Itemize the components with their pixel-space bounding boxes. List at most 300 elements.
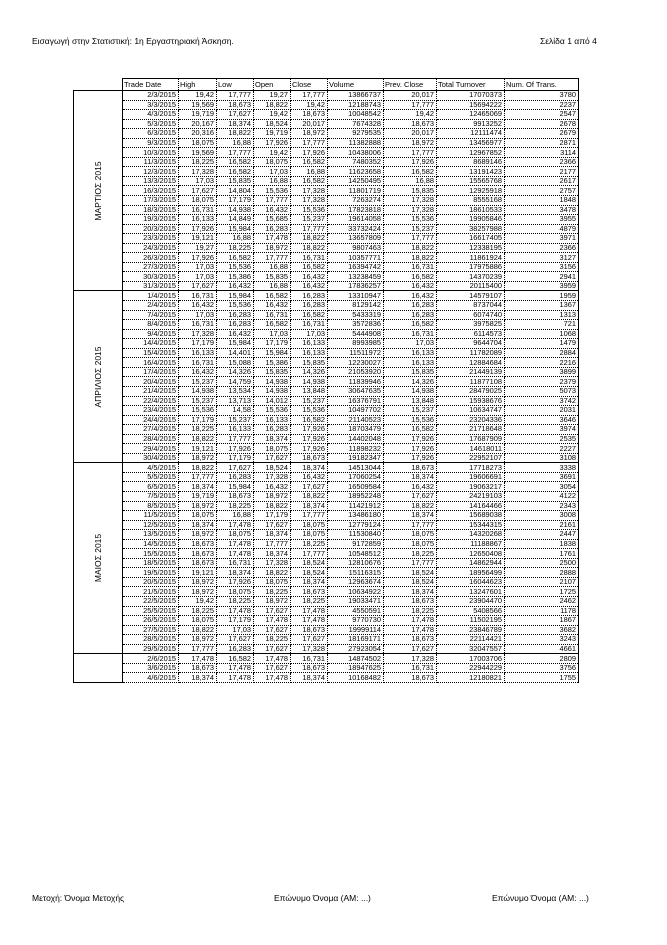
- table-cell: 17,926: [291, 444, 328, 454]
- table-row: [74, 425, 579, 435]
- table-row: [74, 339, 579, 349]
- table-cell: 18,075: [217, 530, 254, 540]
- table-cell: 30/3/2015: [123, 272, 179, 282]
- table-cell: 12230027: [328, 358, 384, 368]
- table-cell: 13238459: [328, 272, 384, 282]
- table-row: [74, 434, 579, 444]
- table-cell: 21140523: [328, 415, 384, 425]
- table-cell: 11511972: [328, 348, 384, 358]
- table-cell: 12180821: [437, 673, 505, 683]
- table-cell: 18/5/2015: [123, 558, 179, 568]
- table-row: [74, 281, 579, 291]
- table-cell: 3008: [505, 511, 579, 521]
- table-cell: 15,536: [254, 406, 291, 416]
- table-cell: 18,673: [384, 596, 437, 606]
- footer-stock-name: Μετοχή: Όνομα Μετοχής: [32, 893, 125, 903]
- table-cell: 1959: [505, 291, 579, 301]
- table-cell: 23204336: [437, 415, 505, 425]
- table-cell: 17,03: [217, 625, 254, 635]
- table-cell: 15,835: [291, 358, 328, 368]
- table-cell: 17,627: [217, 110, 254, 120]
- table-cell: 16509584: [328, 482, 384, 492]
- table-cell: 18,822: [179, 463, 217, 473]
- column-header: Low: [217, 79, 254, 91]
- table-cell: 14618011: [437, 444, 505, 454]
- table-cell: 18,374: [179, 673, 217, 683]
- table-cell: 16,283: [384, 301, 437, 311]
- table-cell: 18,673: [291, 110, 328, 120]
- table-cell: 21449139: [437, 367, 505, 377]
- table-cell: 17,777: [384, 234, 437, 244]
- table-cell: 18,075: [254, 444, 291, 454]
- table-cell: 18,673: [291, 453, 328, 463]
- table-cell: 12884684: [437, 358, 505, 368]
- table-cell: 10438006: [328, 148, 384, 158]
- table-cell: 2617: [505, 176, 579, 186]
- table-cell: 18,524: [384, 577, 437, 587]
- table-cell: 9644704: [437, 339, 505, 349]
- table-cell: 18,524: [254, 119, 291, 129]
- table-cell: 16,582: [291, 310, 328, 320]
- month-label-cell: [74, 91, 123, 291]
- table-cell: 16,731: [384, 262, 437, 272]
- table-cell: 17823818: [328, 205, 384, 215]
- table-cell: 18,225: [291, 539, 328, 549]
- table-cell: 4661: [505, 644, 579, 654]
- table-cell: 8129142: [328, 301, 384, 311]
- table-cell: 16,582: [384, 425, 437, 435]
- table-cell: 2/6/2015: [123, 654, 179, 664]
- table-cell: 18,673: [384, 635, 437, 645]
- table-cell: 9807463: [328, 243, 384, 253]
- table-cell: 18,075: [291, 530, 328, 540]
- column-header: Open: [254, 79, 291, 91]
- table-cell: 17,478: [217, 606, 254, 616]
- table-cell: 10357771: [328, 253, 384, 263]
- table-cell: 17,627: [254, 606, 291, 616]
- table-cell: 18,225: [217, 243, 254, 253]
- table-cell: 12/3/2015: [123, 167, 179, 177]
- table-cell: 14,938: [254, 377, 291, 387]
- table-row: [74, 596, 579, 606]
- table-cell: 13456977: [437, 138, 505, 148]
- table-cell: 16,432: [291, 281, 328, 291]
- table-cell: 14862944: [437, 558, 505, 568]
- table-row: [74, 463, 579, 473]
- table-cell: 17,627: [179, 281, 217, 291]
- table-cell: 17,328: [291, 644, 328, 654]
- table-cell: 3959: [505, 281, 579, 291]
- table-cell: 17003706: [437, 654, 505, 664]
- month-label-cell: [74, 463, 123, 654]
- table-cell: 14/5/2015: [123, 539, 179, 549]
- table-cell: 1838: [505, 539, 579, 549]
- table-cell: 18,075: [179, 616, 217, 626]
- table-cell: 12650408: [437, 549, 505, 559]
- table-cell: 17,926: [384, 453, 437, 463]
- table-cell: 18,972: [384, 138, 437, 148]
- table-cell: 17,03: [254, 167, 291, 177]
- table-cell: 16,88: [217, 234, 254, 244]
- table-cell: 2888: [505, 568, 579, 578]
- table-cell: 17/3/2015: [123, 196, 179, 206]
- table-cell: 17,777: [291, 138, 328, 148]
- table-cell: 18,972: [291, 129, 328, 139]
- table-cell: 17,328: [291, 186, 328, 196]
- table-cell: 18,822: [254, 501, 291, 511]
- table-cell: 18,225: [254, 635, 291, 645]
- table-cell: 18169171: [328, 635, 384, 645]
- table-cell: 28/5/2015: [123, 635, 179, 645]
- table-cell: 15,835: [217, 176, 254, 186]
- table-cell: 18,075: [254, 577, 291, 587]
- footer-student-2: Επώνυμο Όνομα (ΑΜ: ...): [492, 893, 589, 903]
- table-cell: 3899: [505, 367, 579, 377]
- table-cell: 16044623: [437, 577, 505, 587]
- table-cell: 14,326: [217, 367, 254, 377]
- table-cell: 8/4/2015: [123, 320, 179, 330]
- table-cell: 16,582: [217, 654, 254, 664]
- table-cell: 18,673: [291, 587, 328, 597]
- table-cell: 14/4/2015: [123, 339, 179, 349]
- table-cell: 16394742: [328, 262, 384, 272]
- table-cell: 2/4/2015: [123, 301, 179, 311]
- table-cell: 6/3/2015: [123, 129, 179, 139]
- table-cell: 7480352: [328, 157, 384, 167]
- table-row: [74, 377, 579, 387]
- table-row: [74, 196, 579, 206]
- table-cell: 3156: [505, 262, 579, 272]
- table-cell: 18,374: [291, 577, 328, 587]
- table-row: [74, 358, 579, 368]
- table-cell: 18,822: [384, 243, 437, 253]
- table-cell: 13,848: [291, 386, 328, 396]
- table-cell: 18,075: [254, 157, 291, 167]
- table-cell: 16,283: [217, 310, 254, 320]
- table-cell: 22944229: [437, 663, 505, 673]
- table-cell: 18,673: [179, 539, 217, 549]
- table-cell: 13191423: [437, 167, 505, 177]
- table-cell: 17,777: [384, 520, 437, 530]
- table-cell: 18,673: [384, 119, 437, 129]
- table-row: [74, 167, 579, 177]
- table-cell: 14164466: [437, 501, 505, 511]
- table-row: [74, 119, 579, 129]
- table-cell: 17,926: [217, 577, 254, 587]
- table-cell: 18,673: [179, 663, 217, 673]
- table-cell: 16/4/2015: [123, 358, 179, 368]
- table-row: [74, 129, 579, 139]
- table-cell: 16,432: [254, 301, 291, 311]
- table-row: [74, 539, 579, 549]
- table-cell: 3955: [505, 215, 579, 225]
- table-cell: 17,478: [217, 549, 254, 559]
- table-cell: 16,432: [179, 367, 217, 377]
- table-cell: 12963674: [328, 577, 384, 587]
- table-cell: 18703479: [328, 425, 384, 435]
- table-cell: 26/3/2015: [123, 253, 179, 263]
- table-cell: 18,673: [217, 491, 254, 501]
- table-cell: 2216: [505, 358, 579, 368]
- table-cell: 20/5/2015: [123, 577, 179, 587]
- table-cell: 15,536: [384, 215, 437, 225]
- table-cell: 9913252: [437, 119, 505, 129]
- table-cell: 11502195: [437, 616, 505, 626]
- table-row: [74, 577, 579, 587]
- table-cell: 3975825: [437, 320, 505, 330]
- table-cell: 3127: [505, 253, 579, 263]
- table-row: [74, 110, 579, 120]
- table-cell: 16,582: [384, 167, 437, 177]
- table-cell: 14,759: [217, 377, 254, 387]
- table-row: [74, 157, 579, 167]
- table-cell: 16,582: [217, 157, 254, 167]
- table-cell: 27/4/2015: [123, 425, 179, 435]
- table-cell: 2447: [505, 530, 579, 540]
- table-row: [74, 224, 579, 234]
- table-cell: 8993985: [328, 339, 384, 349]
- table-cell: 15,386: [254, 358, 291, 368]
- table-cell: 29/5/2015: [123, 644, 179, 654]
- table-cell: 18,374: [217, 119, 254, 129]
- table-row: [74, 215, 579, 225]
- table-cell: 30/4/2015: [123, 453, 179, 463]
- table-cell: 12465069: [437, 110, 505, 120]
- table-cell: 16,432: [179, 301, 217, 311]
- table-cell: 11421912: [328, 501, 384, 511]
- table-cell: 1313: [505, 310, 579, 320]
- table-cell: 20,316: [179, 129, 217, 139]
- table-row: [74, 549, 579, 559]
- table-row: [74, 100, 579, 110]
- table-cell: 17,478: [384, 625, 437, 635]
- table-cell: 7/4/2015: [123, 310, 179, 320]
- table-cell: 14,804: [217, 186, 254, 196]
- table-cell: 22/4/2015: [123, 396, 179, 406]
- table-cell: 18,524: [291, 568, 328, 578]
- table-cell: 11782089: [437, 348, 505, 358]
- table-cell: 15,237: [384, 224, 437, 234]
- table-cell: 17,777: [254, 253, 291, 263]
- table-cell: 8737044: [437, 301, 505, 311]
- table-cell: 17,03: [179, 262, 217, 272]
- table-cell: 18,673: [384, 463, 437, 473]
- table-cell: 12/5/2015: [123, 520, 179, 530]
- table-cell: 15,984: [254, 348, 291, 358]
- table-cell: 18/3/2015: [123, 205, 179, 215]
- table-cell: 16,133: [291, 339, 328, 349]
- table-cell: 9/4/2015: [123, 329, 179, 339]
- table-cell: 18,673: [291, 625, 328, 635]
- table-cell: 16,133: [384, 348, 437, 358]
- table-cell: 3974: [505, 425, 579, 435]
- table-cell: 18,374: [254, 549, 291, 559]
- table-cell: 2871: [505, 138, 579, 148]
- table-cell: 23904470: [437, 596, 505, 606]
- table-cell: 1479: [505, 339, 579, 349]
- table-cell: 18,225: [217, 501, 254, 511]
- table-cell: 14402048: [328, 434, 384, 444]
- table-cell: 8689146: [437, 157, 505, 167]
- table-cell: 17,926: [179, 253, 217, 263]
- table-cell: 2884: [505, 348, 579, 358]
- table-row: [74, 568, 579, 578]
- table-cell: 17,328: [291, 196, 328, 206]
- table-cell: 7/5/2015: [123, 491, 179, 501]
- table-row: [74, 587, 579, 597]
- table-cell: 16,283: [254, 224, 291, 234]
- table-cell: 19,719: [179, 110, 217, 120]
- table-row: [74, 138, 579, 148]
- table-cell: 15,835: [254, 367, 291, 377]
- table-cell: 16,582: [291, 262, 328, 272]
- table-cell: 18952248: [328, 491, 384, 501]
- table-cell: 1761: [505, 549, 579, 559]
- table-row: [74, 491, 579, 501]
- table-cell: 15/5/2015: [123, 549, 179, 559]
- table-cell: 10/3/2015: [123, 148, 179, 158]
- table-cell: 18,822: [254, 568, 291, 578]
- table-cell: 18,374: [291, 673, 328, 683]
- table-cell: 16,133: [384, 358, 437, 368]
- table-cell: 16,582: [291, 157, 328, 167]
- table-cell: 16,731: [254, 310, 291, 320]
- table-cell: 10548512: [328, 549, 384, 559]
- table-cell: 14,849: [217, 215, 254, 225]
- table-cell: 17,03: [179, 310, 217, 320]
- table-cell: 3646: [505, 415, 579, 425]
- table-cell: 17,478: [291, 616, 328, 626]
- table-cell: 7263274: [328, 196, 384, 206]
- table-cell: 2462: [505, 596, 579, 606]
- table-cell: 14,938: [291, 377, 328, 387]
- table-cell: 17,478: [254, 234, 291, 244]
- table-cell: 14874502: [328, 654, 384, 664]
- table-cell: 16,88: [217, 511, 254, 521]
- table-cell: 16,731: [291, 253, 328, 263]
- table-cell: 16,582: [384, 320, 437, 330]
- table-cell: 38257988: [437, 224, 505, 234]
- table-cell: 10634922: [328, 587, 384, 597]
- table-cell: 15,685: [254, 215, 291, 225]
- table-cell: 18,225: [384, 606, 437, 616]
- table-cell: 14579107: [437, 291, 505, 301]
- table-cell: 15,237: [179, 396, 217, 406]
- table-cell: 2809: [505, 654, 579, 664]
- table-cell: 18,972: [254, 491, 291, 501]
- table-cell: 13/5/2015: [123, 530, 179, 540]
- table-cell: 3338: [505, 463, 579, 473]
- table-cell: 15565768: [437, 176, 505, 186]
- table-cell: 18,225: [179, 606, 217, 616]
- table-cell: 2500: [505, 558, 579, 568]
- table-cell: 11801719: [328, 186, 384, 196]
- table-cell: 16376791: [328, 396, 384, 406]
- table-cell: 3114: [505, 148, 579, 158]
- table-cell: 9770730: [328, 616, 384, 626]
- table-cell: 19,569: [179, 148, 217, 158]
- table-cell: 17,777: [217, 91, 254, 101]
- table-cell: 15,237: [384, 406, 437, 416]
- table-cell: 2941: [505, 272, 579, 282]
- table-cell: 22952107: [437, 453, 505, 463]
- table-cell: 17,179: [217, 196, 254, 206]
- table-cell: 20/4/2015: [123, 377, 179, 387]
- table-cell: 18,374: [291, 501, 328, 511]
- table-cell: 19,121: [179, 234, 217, 244]
- table-cell: 18947625: [328, 663, 384, 673]
- table-row: [74, 520, 579, 530]
- table-cell: 17,03: [384, 339, 437, 349]
- table-cell: 17,03: [179, 272, 217, 282]
- table-cell: 18,822: [254, 100, 291, 110]
- table-cell: 1/4/2015: [123, 291, 179, 301]
- table-cell: 14320268: [437, 530, 505, 540]
- table-cell: 5/5/2015: [123, 472, 179, 482]
- column-header: Total Turnover: [437, 79, 505, 91]
- table-cell: 15,536: [384, 415, 437, 425]
- table-cell: 12111474: [437, 129, 505, 139]
- table-row: [74, 243, 579, 253]
- month-label-cell: [74, 654, 123, 683]
- table-row: [74, 291, 579, 301]
- table-cell: 3243: [505, 635, 579, 645]
- table-cell: 16,133: [291, 348, 328, 358]
- table-cell: 18,075: [217, 587, 254, 597]
- table-cell: 18,972: [254, 596, 291, 606]
- table-cell: 8/5/2015: [123, 501, 179, 511]
- table-cell: 3691: [505, 472, 579, 482]
- table-cell: 17,777: [384, 100, 437, 110]
- table-cell: 17,478: [217, 539, 254, 549]
- table-cell: 17,627: [217, 463, 254, 473]
- table-cell: 16,133: [179, 215, 217, 225]
- table-cell: 16,582: [291, 176, 328, 186]
- table-cell: 15,984: [217, 339, 254, 349]
- table-row: [74, 501, 579, 511]
- table-row: [74, 635, 579, 645]
- table-cell: 18,374: [254, 434, 291, 444]
- table-cell: 29/4/2015: [123, 444, 179, 454]
- table-cell: 20/3/2015: [123, 224, 179, 234]
- stock-data-table: [73, 78, 579, 683]
- table-cell: 2177: [505, 167, 579, 177]
- table-cell: 24219103: [437, 491, 505, 501]
- table-cell: 17,777: [291, 511, 328, 521]
- table-cell: 17,478: [254, 654, 291, 664]
- table-cell: 18,225: [179, 157, 217, 167]
- table-cell: 18,225: [291, 596, 328, 606]
- table-cell: 11623658: [328, 167, 384, 177]
- table-cell: 17,627: [254, 453, 291, 463]
- table-cell: 19,42: [179, 596, 217, 606]
- table-cell: 12925918: [437, 186, 505, 196]
- table-cell: 17,478: [254, 673, 291, 683]
- table-cell: 16,283: [291, 291, 328, 301]
- table-cell: 16617405: [437, 234, 505, 244]
- table-cell: 13/3/2015: [123, 176, 179, 186]
- table-cell: 13866737: [328, 91, 384, 101]
- table-cell: 16,582: [384, 272, 437, 282]
- table-cell: 18,374: [179, 520, 217, 530]
- table-cell: 721: [505, 320, 579, 330]
- table-cell: 19,121: [179, 444, 217, 454]
- table-cell: 14250495: [328, 176, 384, 186]
- table-cell: 16,283: [254, 425, 291, 435]
- table-cell: 2547: [505, 110, 579, 120]
- table-cell: 16,283: [217, 320, 254, 330]
- table-cell: 2343: [505, 501, 579, 511]
